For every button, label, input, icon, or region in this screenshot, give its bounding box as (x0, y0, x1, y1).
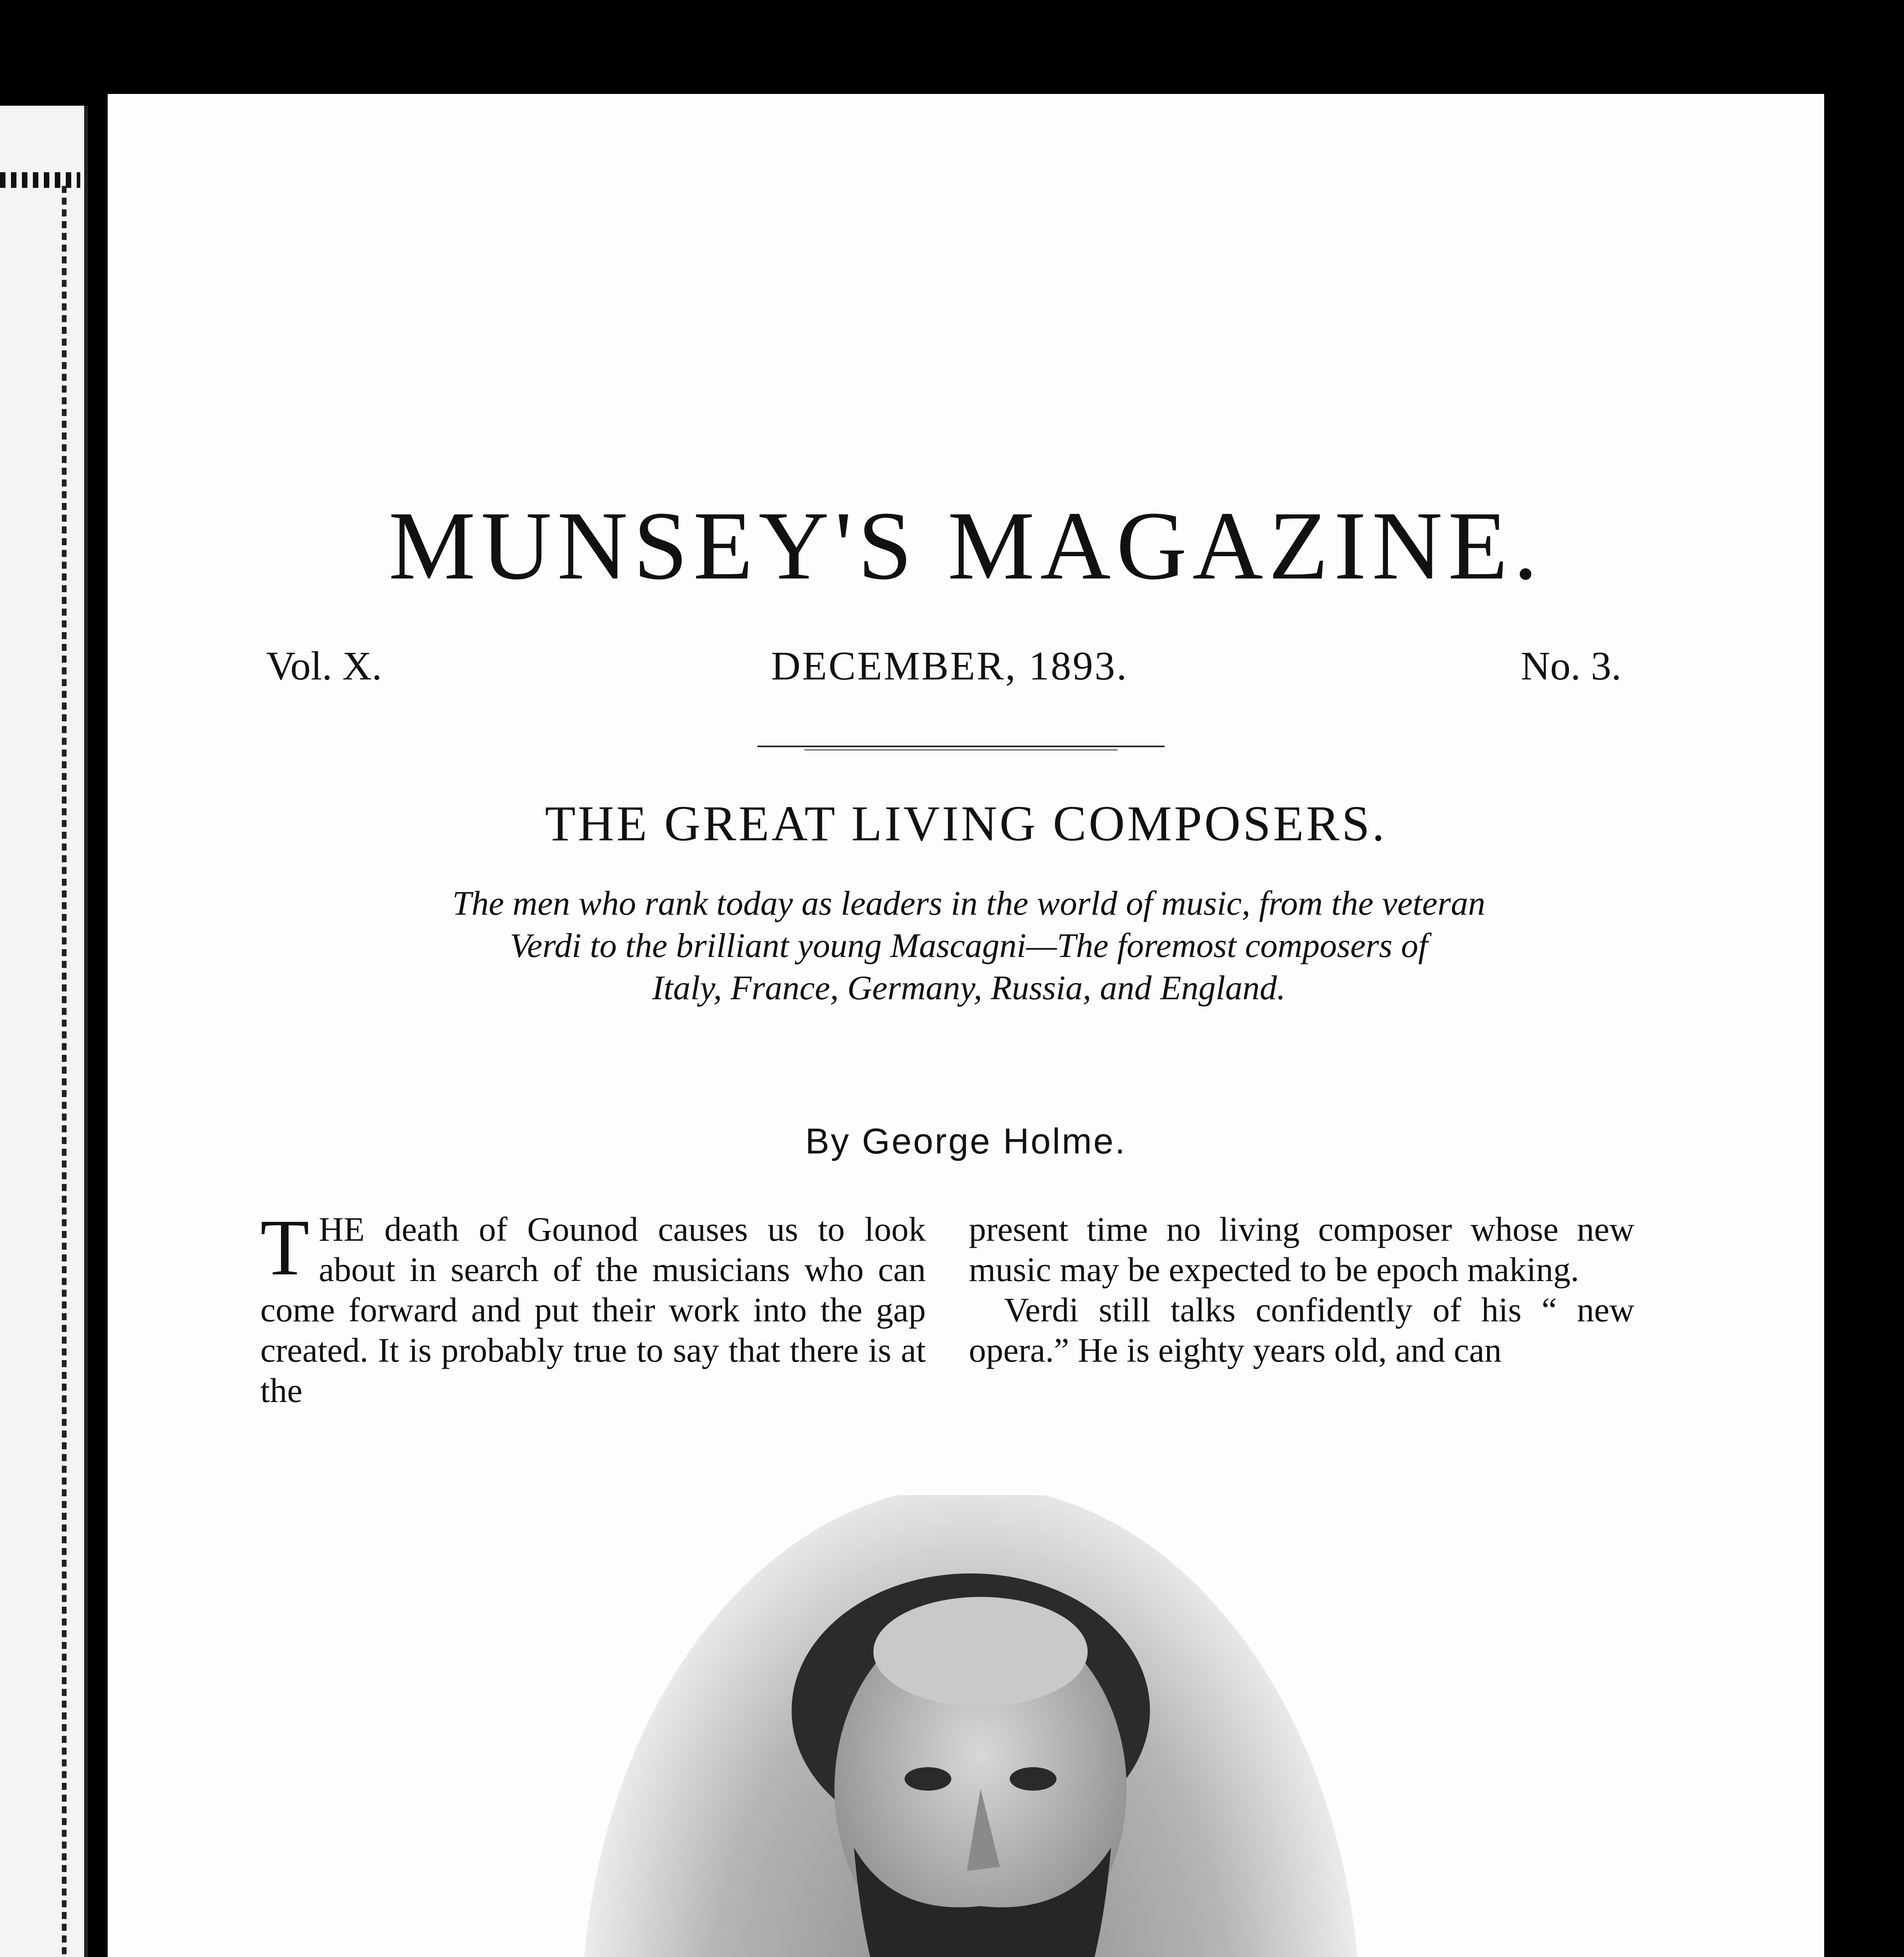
magazine-page (108, 94, 1824, 1957)
masthead: MUNSEY'S MAGAZINE. (388, 492, 1543, 600)
left-column (260, 1203, 926, 1411)
previous-page-edge (0, 106, 88, 1957)
portrait-illustration (581, 1495, 1360, 1957)
deck-line: Verdi to the brilliant young Mascagni—The foremost composers of (510, 927, 1428, 965)
paragraph: present time no living composer whose new music may be expected to be epoch making. (969, 1211, 1634, 1289)
issue-date: DECEMBER, 1893. (771, 643, 1129, 688)
right-column (969, 1209, 1634, 1371)
byline: By George Holme. (805, 1121, 1127, 1161)
deck-line: The men who rank today as leaders in the world of music, from the veteran (452, 885, 1486, 923)
article-deck (288, 883, 1650, 1009)
issue-number: No. 3. (1521, 643, 1622, 688)
volume-label: Vol. X. (266, 643, 382, 688)
decorative-rule (62, 186, 67, 1957)
article-title: THE GREAT LIVING COMPOSERS. (545, 796, 1387, 851)
paragraph-text: HE death of Gounod causes us to look about in search of the musicians who can come forward and put their work into the gap created. It is probably true to say that there is at the (260, 1211, 926, 1410)
deck-line: Italy, France, Germany, Russia, and England. (652, 969, 1286, 1007)
drop-cap: T (260, 1203, 310, 1292)
ornament-border (0, 172, 80, 188)
paragraph: Verdi still talks confidently of his “ new opera.” He is eighty years old, and can (969, 1291, 1634, 1370)
title-divider (757, 746, 1165, 751)
portrait-photo (581, 1495, 1360, 1957)
paragraph (260, 1203, 926, 1411)
